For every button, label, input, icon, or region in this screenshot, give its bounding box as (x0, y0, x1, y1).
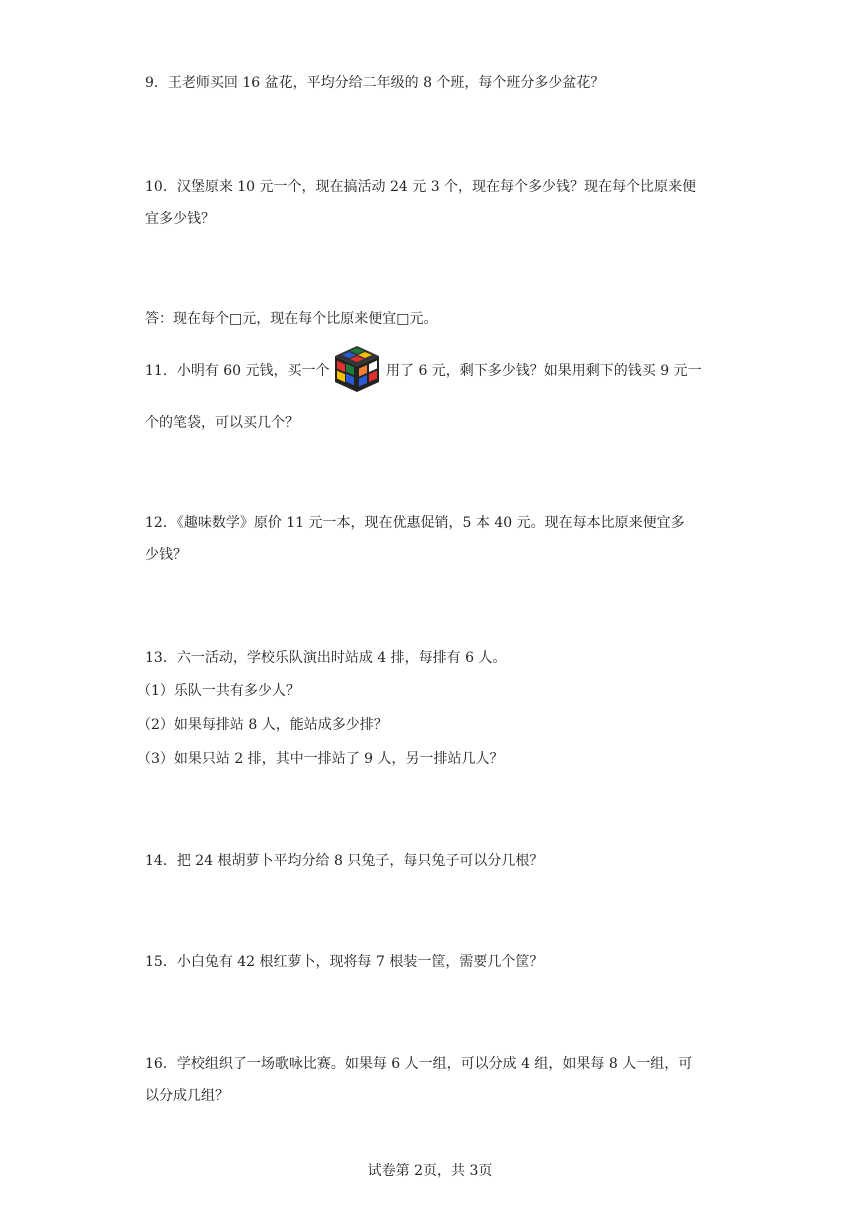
q11-text-part-b: 用了 6 元，剩下多少钱？如果用剩下的钱买 9 元一 (386, 363, 702, 379)
q11-text-line2: 个的笔袋，可以买几个？ (145, 415, 299, 431)
q15-text: 15．小白兔有 42 根红萝卜，现将每 7 根装一筐，需要几个筐？ (145, 954, 544, 970)
q12-text-line1: 12．《趣味数学》原价 11 元一本，现在优惠促销，5 本 40 元。现在每本比原来便宜多 (145, 515, 685, 531)
q16-text-line1: 16．学校组织了一场歌咏比赛。如果每 6 人一组，可以分成 4 组，如果每 8 人一组，可 (145, 1056, 693, 1072)
q10-text-line2: 宜多少钱？ (145, 211, 215, 227)
q10-answer: 答：现在每个□元，现在每个比原来便宜□元。 (145, 311, 438, 327)
q10-text-line1: 10．汉堡原来 10 元一个，现在搞活动 24 元 3 个，现在每个多少钱？现在每个比原来便 (145, 179, 697, 195)
q9-text: 9．王老师买回 16 盆花，平均分给二年级的 8 个班，每个班分多少盆花？ (145, 75, 605, 91)
rubiks-cube-icon (331, 344, 383, 396)
page-footer: 试卷第 2页，共 3页 (367, 1163, 493, 1179)
q13-sub1: （1）乐队一共有多少人？ (137, 683, 300, 699)
q13-text: 13．六一活动，学校乐队演出时站成 4 排，每排有 6 人。 (145, 650, 507, 666)
q13-sub2: （2）如果每排站 8 人，能站成多少排？ (137, 717, 388, 733)
q12-text-line2: 少钱？ (145, 547, 187, 563)
q14-text: 14．把 24 根胡萝卜平均分给 8 只兔子，每只兔子可以分几根？ (145, 853, 544, 869)
q16-text-line2: 以分成几组？ (145, 1088, 229, 1104)
q13-sub3: （3）如果只站 2 排，其中一排站了 9 人，另一排站几人？ (137, 751, 504, 767)
q11-text-part-a: 11．小明有 60 元钱，买一个 (145, 363, 330, 379)
